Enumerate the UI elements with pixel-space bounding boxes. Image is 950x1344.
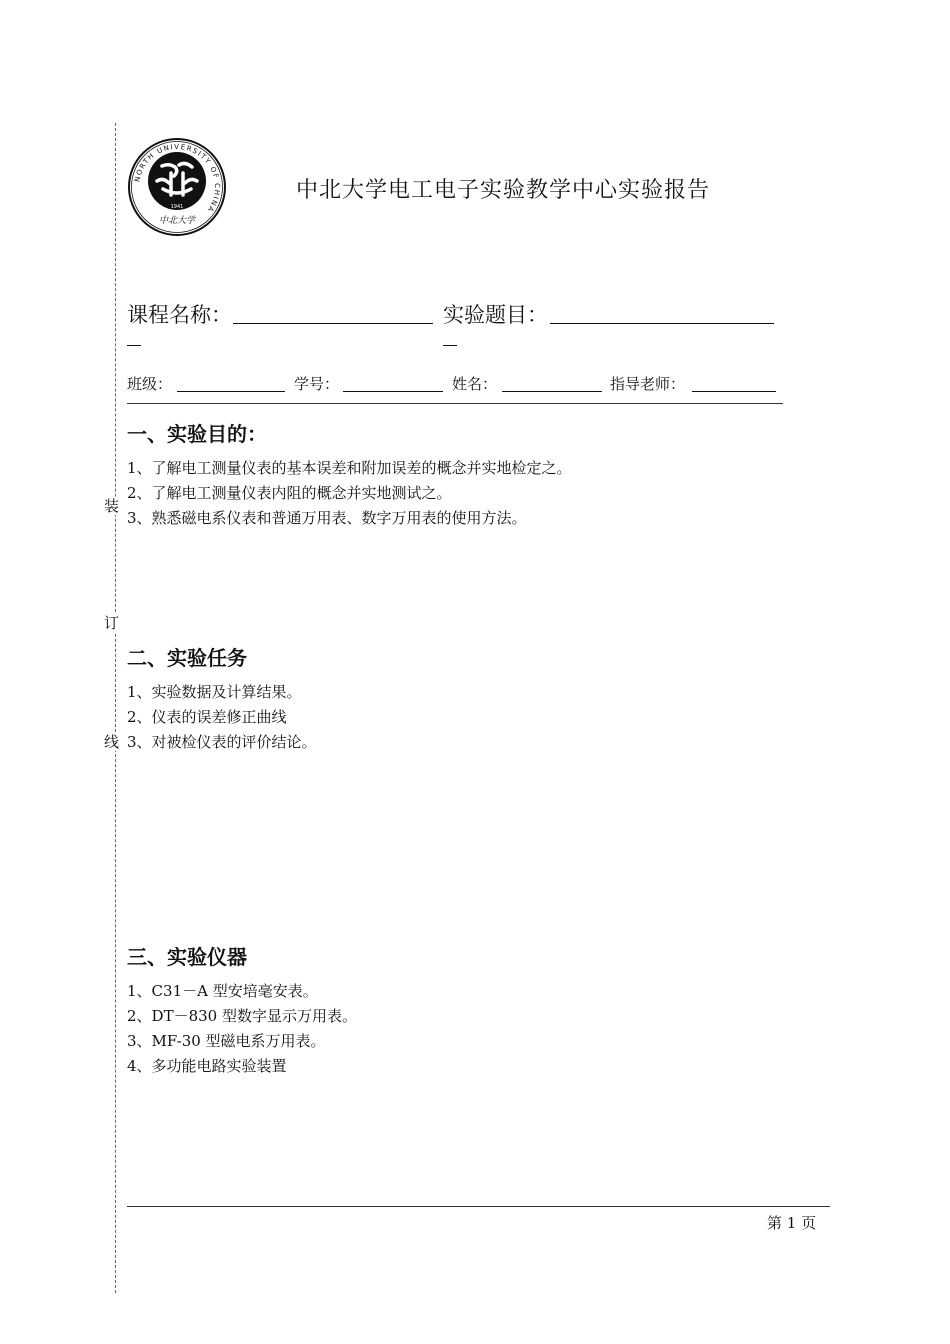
header-divider — [127, 403, 783, 404]
university-logo — [127, 137, 227, 237]
list-item: 3、熟悉磁电系仪表和普通万用表、数字万用表的使用方法。 — [127, 509, 527, 527]
section-heading-objectives: 一、实验目的： — [127, 422, 267, 446]
name-field[interactable] — [502, 373, 602, 392]
list-item: 2、仪表的误差修正曲线 — [127, 708, 287, 726]
student-id-field[interactable] — [343, 373, 443, 392]
list-item: 1、实验数据及计算结果。 — [127, 683, 302, 701]
student-id-label: 学号： — [294, 375, 340, 393]
section-heading-instruments: 三、实验仪器 — [127, 945, 247, 969]
section-heading-tasks: 二、实验任务 — [127, 646, 247, 670]
list-item: 3、对被检仪表的评价结论。 — [127, 733, 317, 751]
teacher-field[interactable] — [692, 373, 776, 392]
logo-name-script: 中北大学 — [158, 216, 196, 226]
course-name-field[interactable] — [233, 301, 433, 324]
teacher-label: 指导老师： — [610, 375, 686, 393]
course-field-overflow-dash — [127, 345, 141, 346]
footer-divider — [127, 1206, 830, 1207]
binding-char-zhuang: 装 — [104, 497, 120, 515]
page-title: 中北大学电工电子实验教学中心实验报告 — [296, 178, 711, 203]
list-item: 1、C31－A 型安培毫安表。 — [127, 982, 318, 1000]
course-name-label: 课程名称： — [127, 303, 232, 327]
list-item: 2、了解电工测量仪表内阻的概念并实地测试之。 — [127, 484, 452, 502]
class-field[interactable] — [177, 373, 285, 392]
list-item: 4、多功能电路实验装置 — [127, 1057, 287, 1075]
logo-ring-text: NORTH UNIVERSITY OF CHINA — [133, 142, 222, 215]
binding-char-ding: 订 — [104, 614, 120, 632]
binding-margin-line — [115, 123, 116, 1293]
class-label: 班级： — [127, 375, 173, 393]
page-number: 第 1 页 — [767, 1214, 817, 1232]
list-item: 1、了解电工测量仪表的基本误差和附加误差的概念并实地检定之。 — [127, 459, 572, 477]
list-item: 3、MF-30 型磁电系万用表。 — [127, 1032, 326, 1050]
experiment-topic-field[interactable] — [550, 301, 774, 324]
logo-year: 1941 — [170, 204, 184, 210]
experiment-topic-label: 实验题目： — [443, 303, 548, 327]
topic-field-overflow-dash — [443, 345, 457, 346]
binding-char-xian: 线 — [104, 733, 120, 751]
list-item: 2、DT－830 型数字显示万用表。 — [127, 1007, 357, 1025]
name-label: 姓名： — [452, 375, 498, 393]
